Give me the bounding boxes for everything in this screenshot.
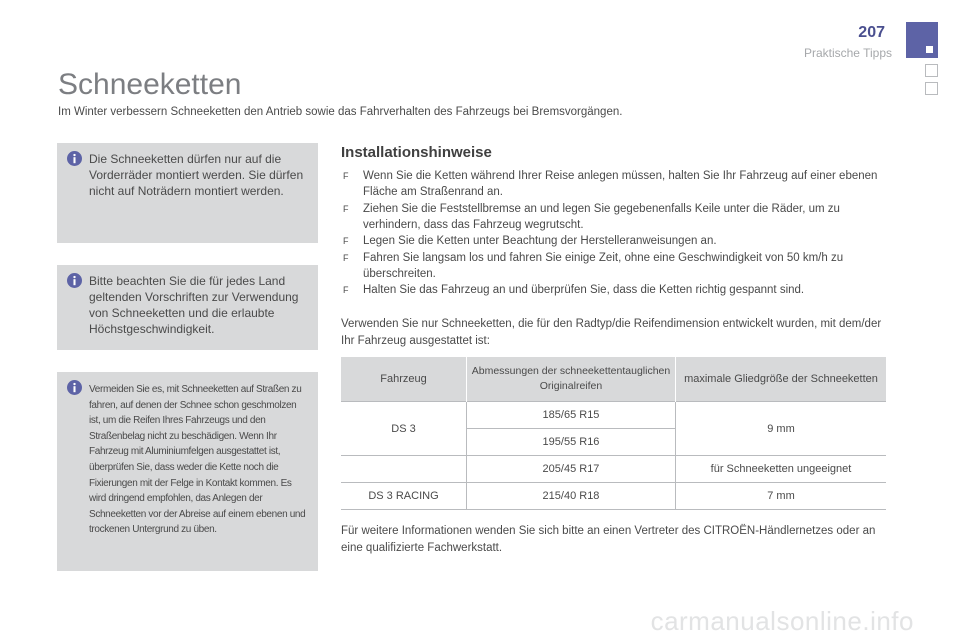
info-icon [67, 273, 82, 288]
info-box [57, 265, 318, 350]
list-item [341, 250, 886, 282]
tab-marker-icon [926, 46, 933, 53]
table-header: Abmessungen der schneekettentauglichen Originalreifen [467, 357, 676, 402]
table-row [341, 402, 886, 429]
info-icon [67, 380, 82, 395]
table-row [341, 483, 886, 510]
table-header: maximale Gliedgröße der Schneeketten [676, 357, 887, 402]
bullet-icon: F [343, 252, 349, 263]
bullet-icon: F [343, 171, 349, 181]
page-title: Schneeketten [58, 68, 242, 101]
list-item [341, 168, 886, 200]
section-title: Praktische Tipps [803, 46, 892, 60]
chapter-tab-active[interactable] [906, 22, 938, 58]
tire-size-cell: 195/55 R16 [467, 429, 676, 456]
list-item [341, 201, 886, 233]
info-icon [67, 151, 82, 166]
tire-size-note: Verwenden Sie nur Schneeketten, die für den Radtyp/die Reifendimension entwickelt wurden, mit dem/der Ihr Fahrzeug ausgestattet ist: [341, 318, 882, 347]
snow-chain-table [341, 357, 886, 510]
chapter-tab[interactable] [925, 64, 938, 77]
table-row [341, 456, 886, 483]
watermark: carmanualsonline.info [650, 606, 914, 636]
chain-link-cell: für Schneeketten ungeeignet [676, 456, 887, 483]
tire-size-cell: 215/40 R18 [467, 483, 676, 510]
bullet-icon: F [343, 236, 349, 246]
vehicle-cell: DS 3 RACING [341, 483, 467, 510]
info-box [57, 372, 318, 571]
chain-link-cell: 9 mm [676, 402, 887, 456]
info-text: Vermeiden Sie es, mit Schneeketten auf Straßen zu fahren, auf denen der Schnee schon geschmolzen ist, um die Reifen Ihres Fahrzeugs und den Straßenbelag nicht zu beschädigen. Wenn Ihr Fahrzeug mit Aluminiumfelgen ausgestattet ist, überprüfen Sie, dass weder die Kette noch die Fixierungen mit der Felge in Kontakt kommen. Es wird dringend empfohlen, das Anlegen der Schneeketten vor der Abreise auf einem ebenen und trockenen Untergrund zu üben. [89, 384, 306, 536]
chain-link-cell: 7 mm [676, 483, 887, 510]
step-text: Halten Sie das Fahrzeug an und überprüfen Sie, dass die Ketten richtig gespannt sind. [363, 284, 805, 296]
page-number: 207 [858, 24, 885, 41]
table-header: Fahrzeug [341, 357, 467, 402]
bullet-icon: F [343, 203, 349, 214]
info-text: Bitte beachten Sie die für jedes Land geltenden Vorschriften zur Verwendung von Schneeketten und die erlaubte Höchstgeschwindigkeit. [89, 274, 299, 336]
tire-size-cell: 205/45 R17 [467, 456, 676, 483]
footer-note: Für weitere Informationen wenden Sie sich bitte an einen Vertreter des CITROËN-Händlernetzes oder an eine qualifizierte Fachwerkstatt. [341, 525, 876, 554]
step-text: Fahren Sie langsam los und fahren Sie einige Zeit, ohne eine Geschwindigkeit von 50 km/h zu überschreiten. [363, 251, 844, 280]
vehicle-cell: DS 3 [341, 402, 467, 456]
step-text: Wenn Sie die Ketten während Ihrer Reise anlegen müssen, halten Sie Ihr Fahrzeug auf einer ebenen Fläche am Straßenrand an. [363, 170, 878, 198]
list-item [341, 233, 886, 249]
vehicle-cell [341, 456, 467, 483]
step-text: Ziehen Sie die Feststellbremse an und legen Sie gegebenenfalls Keile unter die Räder, um zu verhindern, dass das Fahrzeug wegrutscht. [363, 202, 840, 231]
intro-text: Im Winter verbessern Schneeketten den Antrieb sowie das Fahrverhalten des Fahrzeugs bei Bremsvorgängen. [58, 106, 623, 118]
info-text: Die Schneeketten dürfen nur auf die Vorderräder montiert werden. Sie dürfen nicht auf Noträdern montiert werden. [89, 152, 304, 198]
list-item [341, 282, 886, 298]
chapter-tab[interactable] [925, 82, 938, 95]
info-box [57, 143, 318, 243]
step-text: Legen Sie die Ketten unter Beachtung der Herstelleranweisungen an. [363, 235, 717, 247]
bullet-icon: F [343, 285, 349, 295]
tire-size-cell: 185/65 R15 [467, 402, 676, 429]
installation-steps [341, 168, 886, 299]
section-heading: Installationshinweise [341, 144, 492, 161]
